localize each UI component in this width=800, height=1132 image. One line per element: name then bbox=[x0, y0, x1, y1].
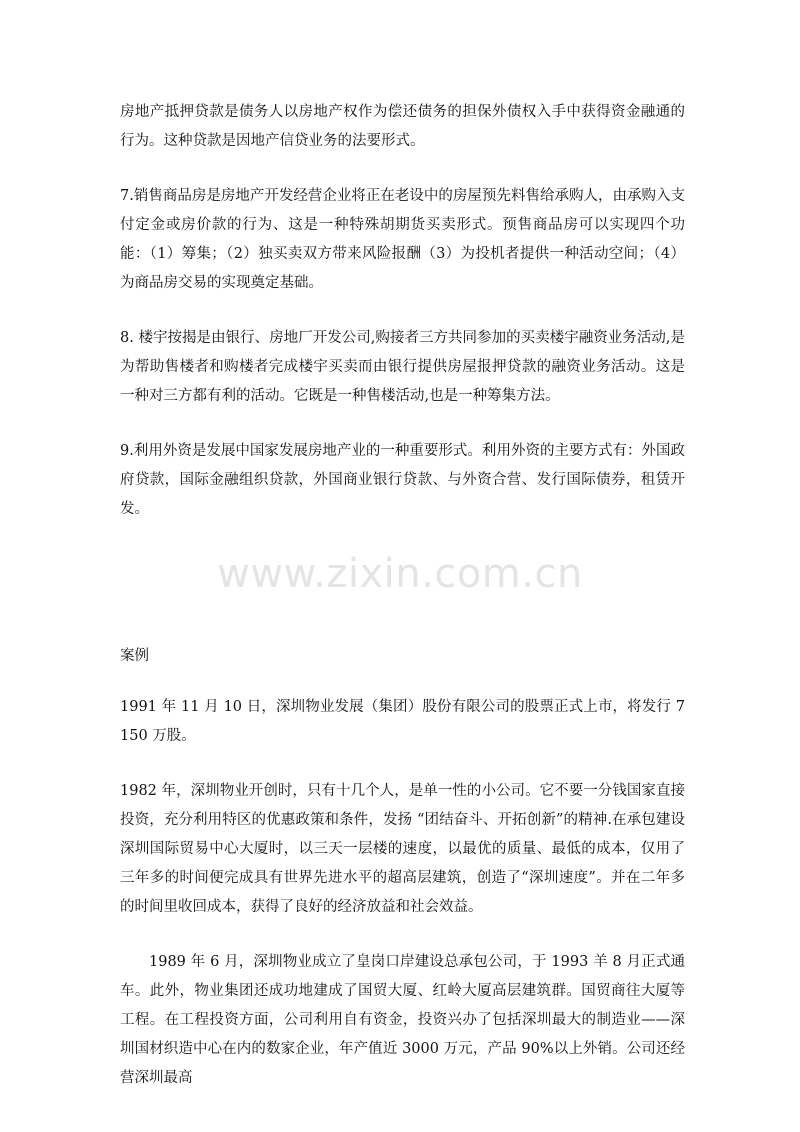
paragraph-case-expansion: 1989 年 6 月，深圳物业成立了皇岗口岸建设总承包公司，于 1993 羊 8 月正式通车。此外，物业集团还成功地建成了国贸大厦、红岭大厦高层建筑群。国贸商往大厦等工程。在工程投资方面，公司利用自有资金，投资兴办了包括深圳最大的制造业——深圳国材织造中心在内的数家企业，年产值近 3000 万元，产品 90%以上外销。公司还经营深圳最高 bbox=[120, 954, 685, 1086]
paragraph-foreign-capital: 9.利用外资是发展中国家发展房地产业的一种重要形式。利用外资的主要方式有：外国政府贷款，国际金融组织贷款，外国商业银行贷款、与外资合营、发行国际债券，租赁开发。 bbox=[120, 443, 685, 517]
paragraph-case-founding: 1982 年，深圳物业开创时，只有十几个人，是单一性的小公司。它不要一分钱国家直接投资，充分利用特区的优惠政策和条件，发扬 “团结奋斗、开拓创新”的精神.在承包建设深圳国际贸易中心大厦时，以三天一层楼的速度，以最优的质量、最低的成本，仅用了三年多的时间便完成具有世界先进水平的超高层建筑，创造了“深圳速度”。并在二年多的时间里收回成本，获得了良好的经济放益和社会效益。 bbox=[120, 783, 685, 915]
paragraph-case-listing: 1991 年 11 月 10 日，深圳物业发展（集团）股份有限公司的股票正式上市，将发行 7150 万股。 bbox=[120, 699, 685, 744]
paragraph-building-mortgage: 8. 楼宇按揭是由银行、房地厂开发公司,购接者三方共同参加的买卖楼宇融资业务活动,是为帮助售楼者和购楼者完成楼宇买卖而由银行提供房屋报押贷款的融资业务活动。这是一种对三方都有利的活动。它既是一种售楼活动,也是一种筹集方法。 bbox=[120, 330, 685, 404]
watermark-area bbox=[120, 550, 685, 642]
document-page bbox=[120, 98, 685, 1119]
paragraph-presale-housing: 7.销售商品房是房地产开发经营企业将正在老设中的房屋预先料售给承购人，由承购入支付定金或房价款的行为、这是一种特殊胡期货买卖形式。预售商品房可以实现四个功能：（1）筹集；（2）独买卖双方带来风险报酬（3）为投机者提供一种活动空间；（4）为商品房交易的实现奠定基础。 bbox=[120, 188, 685, 291]
watermark: www.zixin.com.cn bbox=[217, 551, 583, 597]
case-heading: 案例 bbox=[120, 648, 149, 664]
paragraph-mortgage-definition: 房地产抵押贷款是债务人以房地产权作为偿还债务的担保外债权入手中获得资金融通的行为。这种贷款是因地产信贷业务的法要形式。 bbox=[120, 104, 685, 149]
